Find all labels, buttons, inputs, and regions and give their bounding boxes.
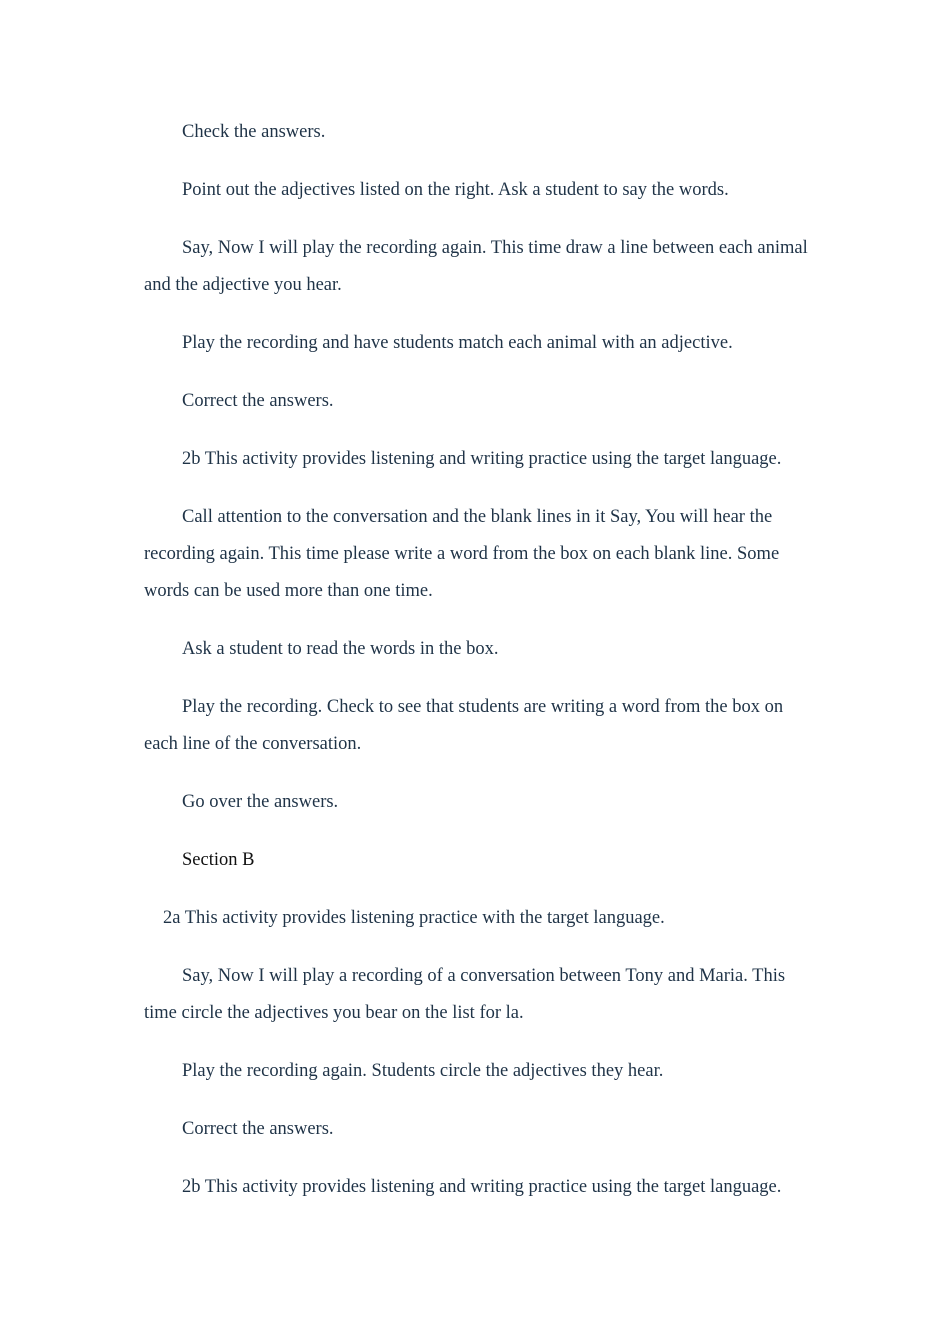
- paragraph-check-answers: Check the answers.: [182, 122, 326, 142]
- paragraph-call-attention: Call attention to the conversation and the blank lines in it Say, You will hear the recording again. This time please write a word from the box on each blank line. Some words can be used more than one time.: [144, 507, 780, 601]
- paragraph-circle-adjectives: Play the recording again. Students circle the adjectives they hear.: [182, 1061, 664, 1081]
- paragraph-read-words: Ask a student to read the words in the box.: [182, 639, 499, 659]
- paragraph-correct-answers-2: Correct the answers.: [182, 1119, 334, 1139]
- paragraph-play-recording-again: Say, Now I will play the recording again. This time draw a line between each animal and the adjective you hear.: [144, 238, 808, 295]
- paragraph-2a-activity: 2a This activity provides listening practice with the target language.: [163, 908, 665, 928]
- paragraph-match-animals: Play the recording and have students match each animal with an adjective.: [182, 333, 733, 353]
- paragraph-go-over-answers: Go over the answers.: [182, 792, 339, 812]
- paragraph-check-writing: Play the recording. Check to see that students are writing a word from the box on each line of the conversation.: [144, 697, 784, 754]
- document-page: [144, 114, 808, 1227]
- paragraph-2b-activity: 2b This activity provides listening and writing practice using the target language.: [182, 449, 782, 469]
- paragraph-point-out-adjectives: Point out the adjectives listed on the right. Ask a student to say the words.: [182, 180, 729, 200]
- paragraph-2b-activity-2: 2b This activity provides listening and writing practice using the target language.: [182, 1177, 782, 1197]
- section-heading: Section B: [182, 850, 255, 870]
- paragraph-correct-answers: Correct the answers.: [182, 391, 334, 411]
- paragraph-tony-maria: Say, Now I will play a recording of a conversation between Tony and Maria. This time circle the adjectives you bear on the list for la.: [144, 966, 786, 1023]
